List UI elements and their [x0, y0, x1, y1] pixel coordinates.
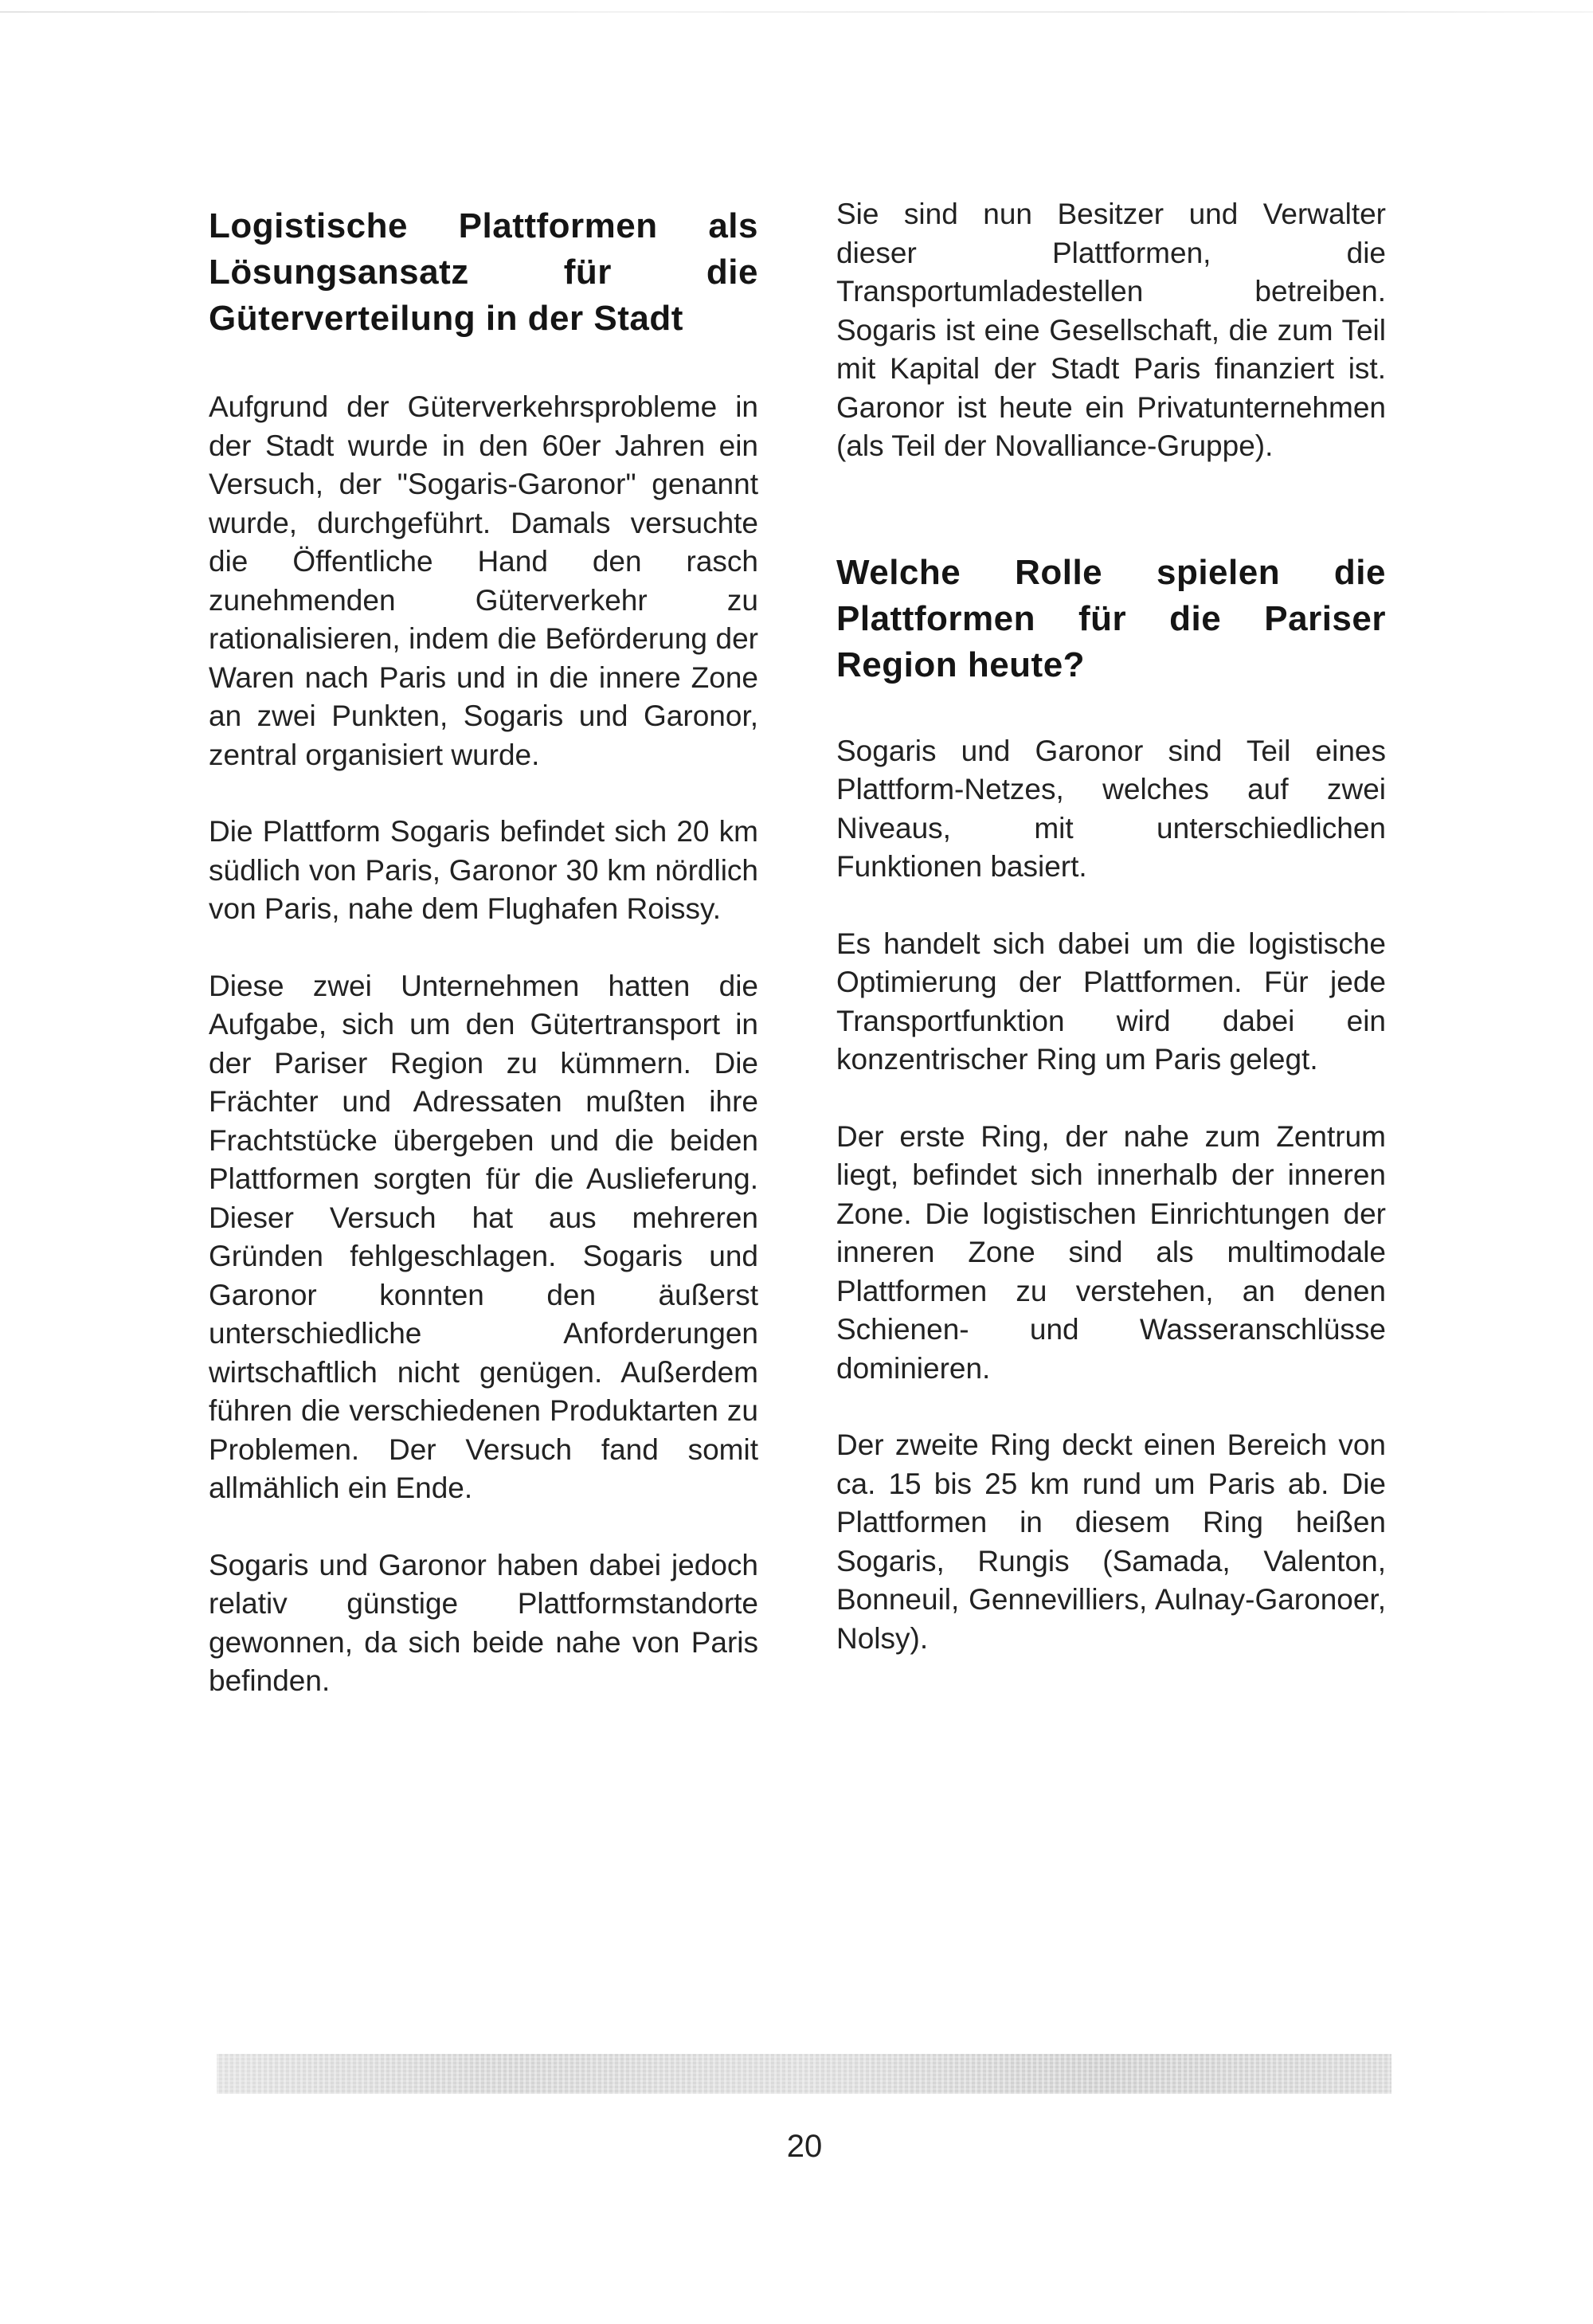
paragraph-optimization: Es handelt sich dabei um die logistische Optimierung der Plattformen. Für jede Transportfunktion wird dabei ein konzentrischer Ring um Paris gelegt. [836, 927, 1386, 1076]
paragraph-sites: Sogaris und Garonor haben dabei jedoch relativ günstige Plattformstandorte gewonnen, da sich beide nahe von Paris befinden. [209, 1548, 758, 1697]
left-column [209, 203, 758, 1701]
scan-edge-line [0, 11, 1593, 13]
paragraph-first-ring: Der erste Ring, der nahe zum Zentrum liegt, befindet sich innerhalb der inneren Zone. Die logistischen Einrichtungen der inneren Zone sind als multimodale Plattformen zu verstehen, an denen Schienen- und Wasseranschlüsse dominieren. [836, 1119, 1386, 1385]
paragraph-network: Sogaris und Garonor sind Teil eines Plattform-Netzes, welches auf zwei Niveaus, mit unterschiedlichen Funktionen basiert. [836, 734, 1386, 883]
paragraph-locations: Die Plattform Sogaris befindet sich 20 km südlich von Paris, Garonor 30 km nördlich von Paris, nahe dem Flughafen Roissy. [209, 815, 758, 925]
page-number: 20 [786, 2129, 823, 2164]
paragraph-history: Aufgrund der Güterverkehrsprobleme in der Stadt wurde in den 60er Jahren ein Versuch, der "Sogaris-Garonor" genannt wurde, durchgeführt. Damals versuchte die Öffentliche Hand den rasch zunehmenden Güterverkehr zu rationalisieren, indem die Beförderung der Waren nach Paris und in die innere Zone an zwei Punkten, Sogaris und Garonor, zentral organisiert wurde. [209, 390, 758, 771]
right-column [836, 195, 1386, 1658]
paragraph-failure: Diese zwei Unternehmen hatten die Aufgabe, sich um den Gütertransport in der Pariser Region zu kümmern. Die Frächter und Adressaten mußten ihre Frachtstücke übergeben und die beiden Plattformen sorgten für die Auslieferung. Dieser Versuch hat aus mehreren Gründen fehlgeschlagen. Sogaris und Garonor konnten den äußerst unterschiedliche Anforderungen wirtschaftlich nicht genügen. Außerdem führen die verschiedenen Produktarten zu Problemen. Der Versuch fand somit allmählich ein Ende. [209, 969, 758, 1504]
footer-decorative-band [217, 2054, 1391, 2094]
section-heading-logistics-platforms: Logistische Plattformen als Lösungsansatz für die Güterverteilung in der Stadt [209, 206, 758, 338]
section-heading-role-today: Welche Rolle spielen die Plattformen für die Pariser Region heute? [836, 552, 1386, 684]
paragraph-second-ring: Der zweite Ring deckt einen Bereich von ca. 15 bis 25 km rund um Paris ab. Die Plattformen in diesem Ring heißen Sogaris, Rungis (Samada, Valenton, Bonneuil, Gennevilliers, Aulnay-Garonoer, Nolsy). [836, 1428, 1386, 1655]
paragraph-owners: Sie sind nun Besitzer und Verwalter dieser Plattformen, die Transportumladestellen betreiben. Sogaris ist eine Gesellschaft, die zum Teil mit Kapital der Stadt Paris finanziert ist. Garonor ist heute ein Privatunternehmen (als Teil der Novalliance-Gruppe). [836, 198, 1386, 462]
